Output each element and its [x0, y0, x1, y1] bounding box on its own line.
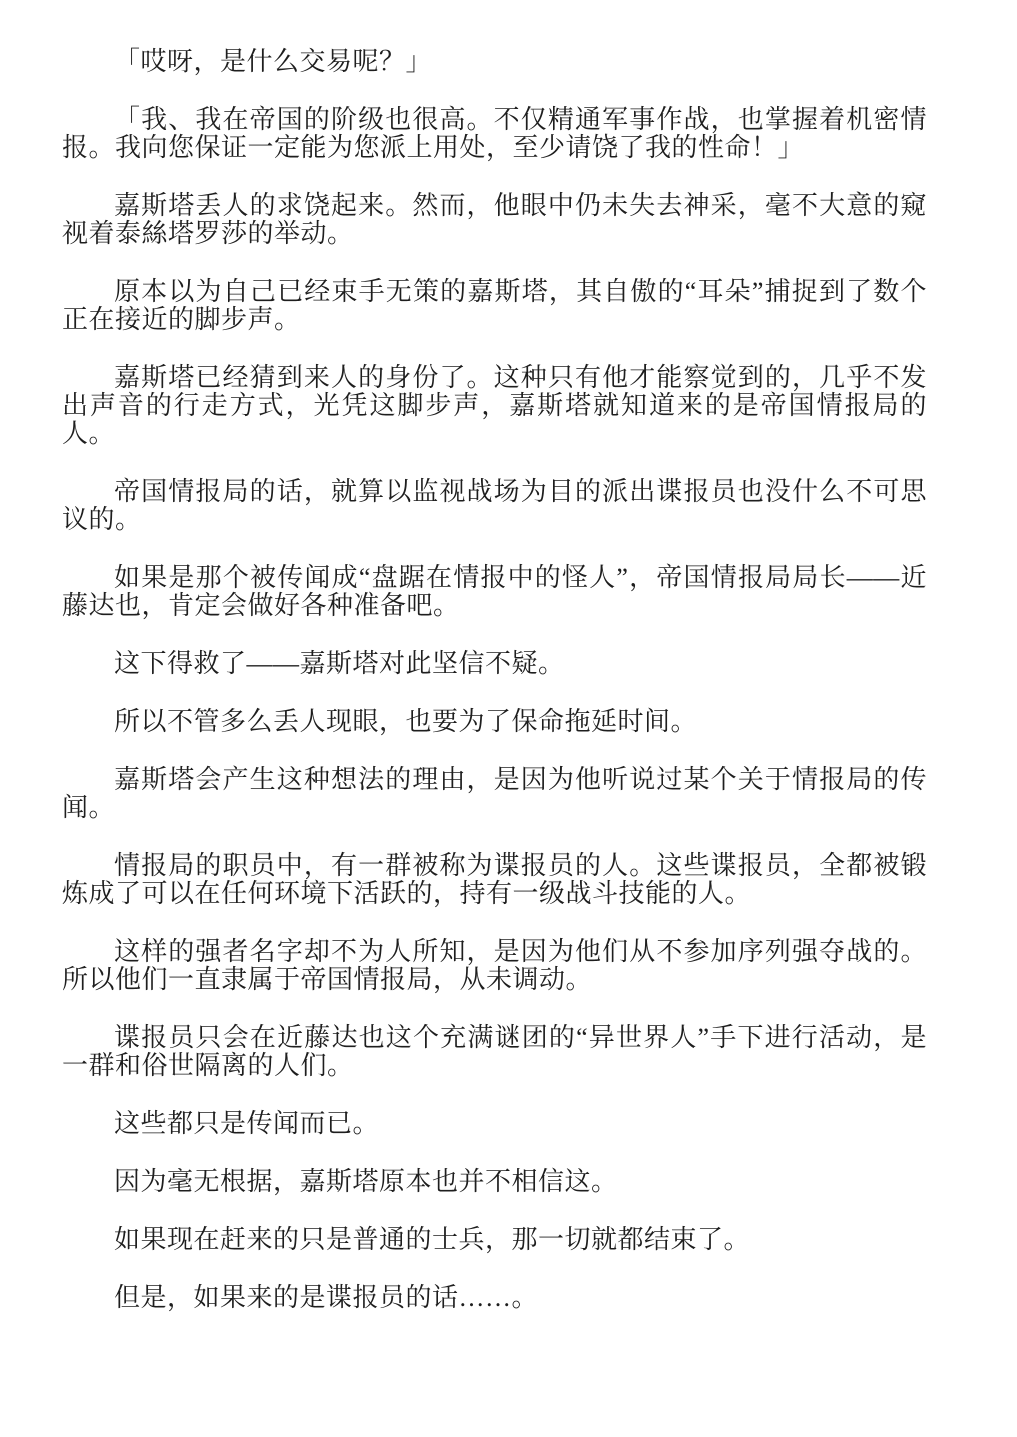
paragraph: 情报局的职员中，有一群被称为谍报员的人。这些谍报员，全都被锻炼成了可以在任何环境下活跃的，持有一级战斗技能的人。: [62, 851, 927, 908]
paragraph: 原本以为自己已经束手无策的嘉斯塔，其自傲的“耳朵”捕捉到了数个正在接近的脚步声。: [62, 277, 927, 334]
paragraph: 嘉斯塔已经猜到来人的身份了。这种只有他才能察觉到的，几乎不发出声音的行走方式，光凭这脚步声，嘉斯塔就知道来的是帝国情报局的人。: [62, 363, 927, 448]
paragraph: 这样的强者名字却不为人所知，是因为他们从不参加序列强夺战的。所以他们一直隶属于帝国情报局，从未调动。: [62, 937, 927, 994]
paragraph: 「我、我在帝国的阶级也很高。不仅精通军事作战，也掌握着机密情报。我向您保证一定能为您派上用处，至少请饶了我的性命！」: [62, 105, 927, 162]
paragraph: 谍报员只会在近藤达也这个充满谜团的“异世界人”手下进行活动，是一群和俗世隔离的人们。: [62, 1023, 927, 1080]
paragraph: 但是，如果来的是谍报员的话……。: [114, 1283, 539, 1312]
paragraph: 嘉斯塔会产生这种想法的理由，是因为他听说过某个关于情报局的传闻。: [62, 765, 927, 822]
paragraph: 因为毫无根据，嘉斯塔原本也并不相信这。: [114, 1167, 618, 1196]
paragraph: 「哎呀，是什么交易呢？」: [114, 47, 433, 76]
paragraph: 如果是那个被传闻成“盘踞在情报中的怪人”，帝国情报局局长——近藤达也，肯定会做好各种准备吧。: [62, 563, 927, 620]
paragraph: 如果现在赶来的只是普通的士兵，那一切就都结束了。: [114, 1225, 751, 1254]
paragraph: 这些都只是传闻而已。: [114, 1109, 380, 1138]
paragraph: 帝国情报局的话，就算以监视战场为目的派出谍报员也没什么不可思议的。: [62, 477, 927, 534]
paragraph: 这下得救了——嘉斯塔对此坚信不疑。: [114, 649, 565, 678]
paragraph: 所以不管多么丢人现眼，也要为了保命拖延时间。: [114, 707, 698, 736]
paragraph: 嘉斯塔丢人的求饶起来。然而，他眼中仍未失去神采，毫不大意的窥视着泰絲塔罗莎的举动。: [62, 191, 927, 248]
